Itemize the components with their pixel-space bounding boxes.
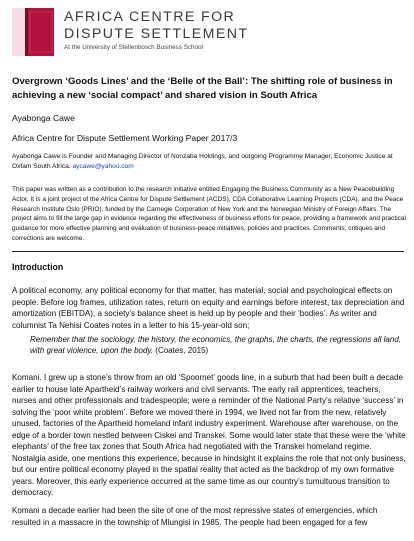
logo-mark-icon <box>12 8 54 56</box>
org-name-line2: DISPUTE SETTLEMENT <box>64 26 249 42</box>
org-name-line1: AFRICA CENTRE FOR <box>64 9 236 25</box>
paragraph-1: A political economy, any political economy for that matter, has material, social and psychological effects on people. Before log frames, utilization rates, return on equity and earnings before interest, tax depreciation and amortization (EBITDA), a society’s balance sheet is held up by people and their ‘bodies’. As writer and columnist Ta Nehisi Coates notes in a letter to his 15-year-old son; <box>12 286 405 330</box>
quote-text: Remember that the sociology, the history, the economics, the graphs, the charts, the regressions all land, with great violence, upon the body. <box>30 335 402 356</box>
author-email-link[interactable]: aycawe@yahoo.com <box>72 162 134 170</box>
author-bio <box>12 152 404 171</box>
author-name: Ayabonga Cawe <box>12 113 75 123</box>
working-paper-label: Africa Centre for Dispute Settlement Working Paper 2017/3 <box>12 133 238 143</box>
block-quote <box>30 334 402 357</box>
paper-title: Overgrown ‘Goods Lines’ and the ‘Belle of the Ball’: The shifting role of business in achieving a new ‘social compact’ and shared vision in South Africa <box>12 76 393 101</box>
org-subtitle: At the University of Stellenbosch Business School <box>64 44 203 51</box>
logo <box>12 8 54 56</box>
header <box>12 8 312 58</box>
paragraph-2: Komani. I grew up a stone’s throw from an old ‘Spoornet’ goods line, in a suburb that had been built a decade earlier to house late Apartheid’s railway workers and civil servants. The early rail apprentices, teachers, nurses and other professionals and tradespeople; were a reminder of the National Party’s relative ‘success’ in solving the ‘poor white problem’. Before we moved there in 1994, we lived not far from the new, relatively unused, factories of the Apartheid homeland infant industry experiment. Warehouse after warehouse, on the edge of a border town nestled between Ciskei and Transkei. Some would later state that these were the ‘white elephants’ of the free tax zones that South Africa had negotiated with the Transkei homeland regime. Nostalgia aside, one mentions this experience, because in hindsight it explains the role that not only business, but our entire political economy played in the spatial reality that acted as the backdrop of my own formative years. Moreover, this early experience occurred at the same time as our country’s tumultuous transition to democracy. <box>12 373 406 497</box>
section-heading: Introduction <box>12 262 64 272</box>
quote-citation: (Coates, 2015) <box>155 346 209 356</box>
author-bio-text: Ayabonga Cawe is Founder and Managing Director of Nonzaba Holdings, and outgoing Programme Manager, Economic Justice at Oxfam South Africa. <box>12 153 393 170</box>
abstract: This paper was written as a contribution to the research initiative entitled Engaging the Business Community as a New Peacebuilding Actor. It is a joint project of the Africa Centre for Dispute Settlement (ACDS), CDA Collaborative Learning Projects (CDA), and the Peace Research Institute Oslo (PRIO), funded by the Carnegie Corporation of New York and the Norwegian Ministry of Foreign Affairs. The project aims to fill the large gap in evidence regarding the effectiveness of business efforts for peace, providing a framework and practical guidance for more effective planning and evaluation of business-peace initiatives, policies and practices. Comments, critiques and corrections are welcome. <box>12 186 406 242</box>
divider <box>12 251 404 252</box>
paragraph-3: Komani a decade earlier had been the site of one of the most repressive states of emergencies, which resulted in a massacre in the township of Mlungisi in 1985. The people had been engaged for a few <box>12 506 378 527</box>
